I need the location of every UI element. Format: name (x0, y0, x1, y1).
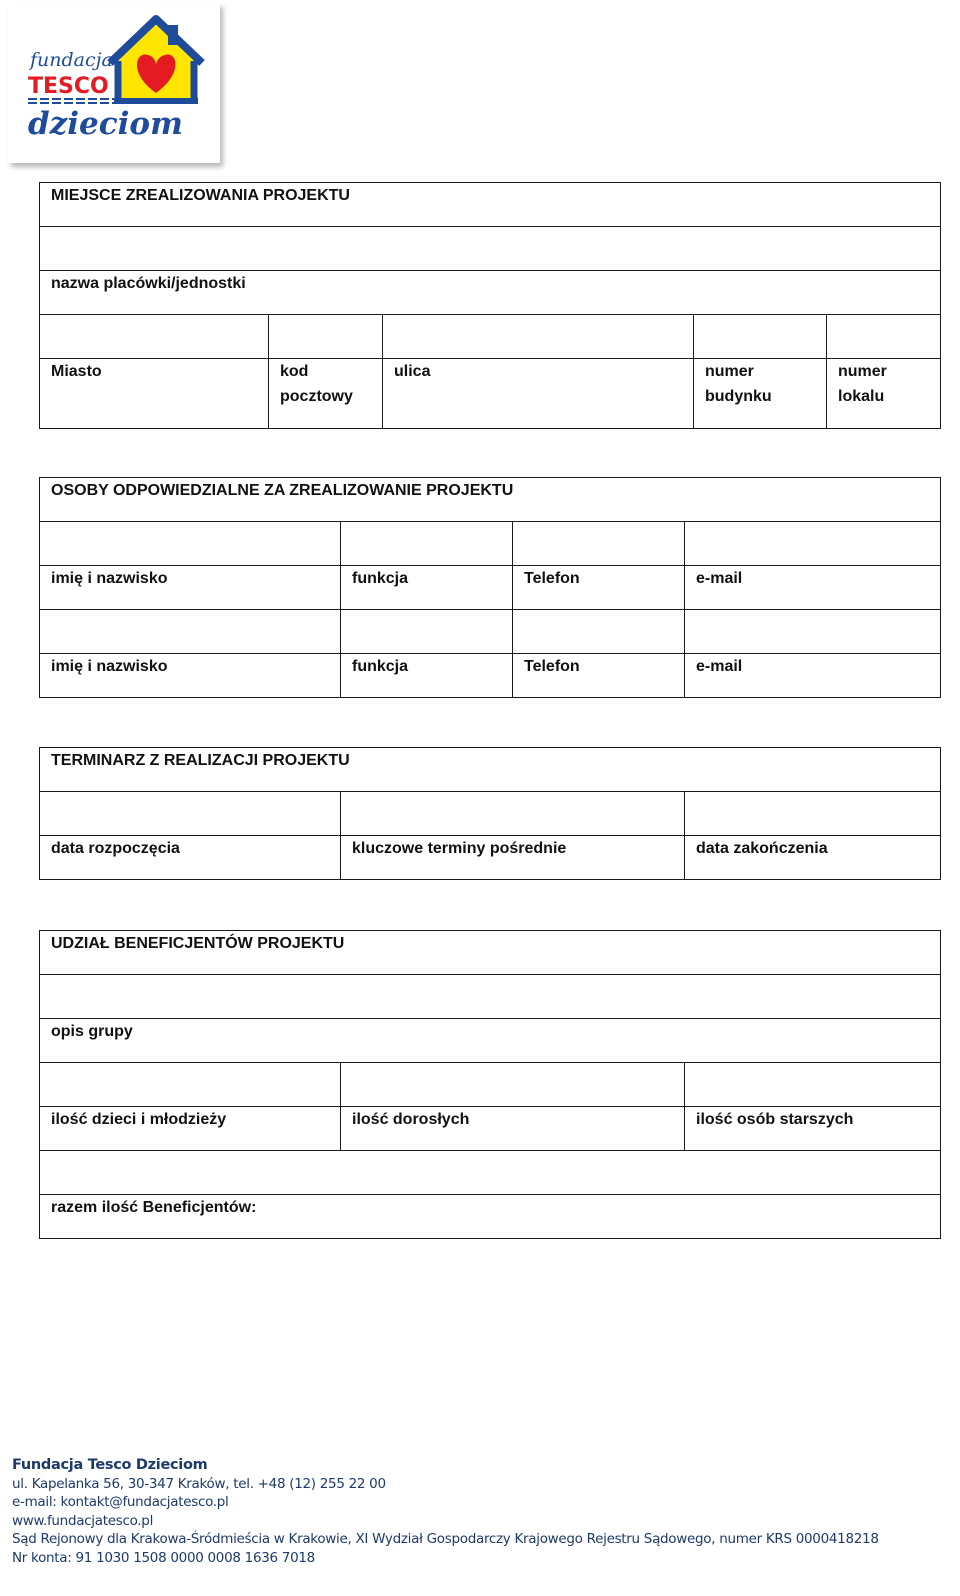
postal-field[interactable] (269, 315, 383, 359)
person2-role-label: funkcja (341, 654, 513, 698)
people-table (39, 477, 941, 698)
person1-role-field[interactable] (341, 522, 513, 566)
footer-org-name: Fundacja Tesco Dzieciom (12, 1457, 208, 1473)
logo-line3: dzieciom (28, 106, 183, 142)
start-date-field[interactable] (40, 792, 341, 836)
unit-field[interactable] (827, 315, 941, 359)
building-field[interactable] (694, 315, 827, 359)
city-label: Miasto (40, 359, 269, 429)
person1-name-label: imię i nazwisko (40, 566, 341, 610)
end-date-label: data zakończenia (685, 836, 941, 880)
person2-name-field[interactable] (40, 610, 341, 654)
footer-website: www.fundacjatesco.pl (12, 1512, 154, 1529)
city-field[interactable] (40, 315, 269, 359)
footer-account: Nr konta: 91 1030 1508 0000 0008 1636 7018 (12, 1549, 315, 1566)
unit-label: numer lokalu (827, 359, 941, 429)
seniors-count-field[interactable] (685, 1063, 941, 1107)
schedule-heading: TERMINARZ Z REALIZACJI PROJEKTU (40, 748, 941, 792)
facility-field[interactable] (40, 227, 941, 271)
milestones-field[interactable] (341, 792, 685, 836)
total-count-label: razem ilość Beneficjentów: (40, 1195, 941, 1239)
beneficiaries-heading: UDZIAŁ BENEFICJENTÓW PROJEKTU (40, 931, 941, 975)
street-field[interactable] (383, 315, 694, 359)
person2-email-field[interactable] (685, 610, 941, 654)
beneficiaries-table (39, 930, 941, 1239)
footer-address: ul. Kapelanka 56, 30-347 Kraków, tel. +48 (12) 255 22 00 (12, 1475, 386, 1492)
person1-email-label: e-mail (685, 566, 941, 610)
building-label: numer budynku (694, 359, 827, 429)
group-description-field[interactable] (40, 975, 941, 1019)
adults-count-label: ilość dorosłych (341, 1107, 685, 1151)
children-count-field[interactable] (40, 1063, 341, 1107)
person1-name-field[interactable] (40, 522, 341, 566)
schedule-table (39, 747, 941, 880)
person2-phone-label: Telefon (513, 654, 685, 698)
logo-line2: TESCO (28, 74, 109, 99)
person2-email-label: e-mail (685, 654, 941, 698)
facility-label: nazwa placówki/jednostki (40, 271, 941, 315)
logo-line1: fundacja (30, 49, 113, 71)
person2-role-field[interactable] (341, 610, 513, 654)
footer-email: e-mail: kontakt@fundacjatesco.pl (12, 1494, 229, 1510)
people-heading: OSOBY ODPOWIEDZIALNE ZA ZREALIZOWANIE PROJEKTU (40, 478, 941, 522)
seniors-count-label: ilość osób starszych (685, 1107, 941, 1151)
total-count-field[interactable] (40, 1151, 941, 1195)
adults-count-field[interactable] (341, 1063, 685, 1107)
footer (12, 1456, 879, 1567)
footer-court: Sąd Rejonowy dla Krakowa-Śródmieścia w Krakowie, XI Wydział Gospodarczy Krajowego Rejestru Sądowego, numer KRS 0000418218 (12, 1531, 879, 1547)
start-date-label: data rozpoczęcia (40, 836, 341, 880)
fundacja-tesco-logo (8, 3, 220, 163)
person1-phone-label: Telefon (513, 566, 685, 610)
children-count-label: ilość dzieci i młodzieży (40, 1107, 341, 1151)
street-label: ulica (383, 359, 694, 429)
person1-role-label: funkcja (341, 566, 513, 610)
milestones-label: kluczowe terminy pośrednie (341, 836, 685, 880)
person2-name-label: imię i nazwisko (40, 654, 341, 698)
postal-label: kod pocztowy (269, 359, 383, 429)
end-date-field[interactable] (685, 792, 941, 836)
group-description-label: opis grupy (40, 1019, 941, 1063)
place-table (39, 182, 941, 429)
person1-email-field[interactable] (685, 522, 941, 566)
place-heading: MIEJSCE ZREALIZOWANIA PROJEKTU (40, 183, 941, 227)
person2-phone-field[interactable] (513, 610, 685, 654)
person1-phone-field[interactable] (513, 522, 685, 566)
